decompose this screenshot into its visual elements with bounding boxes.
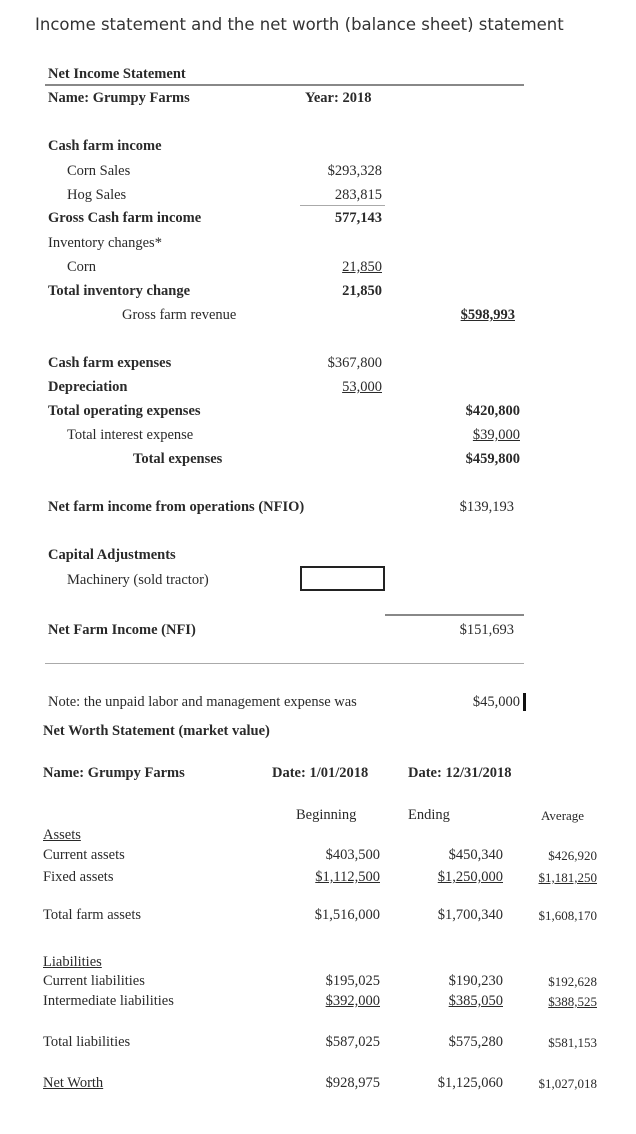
beginning-value: $928,975 bbox=[325, 1075, 380, 1091]
note-value: $45,000 bbox=[472, 694, 520, 710]
beginning-value: $1,516,000 bbox=[314, 907, 380, 923]
date-end: Date: 12/31/2018 bbox=[408, 765, 512, 781]
beginning-value: $1,112,500 bbox=[315, 869, 380, 885]
average-value: $192,628 bbox=[548, 974, 597, 989]
hog-sales-label: Hog Sales bbox=[67, 187, 127, 203]
divider bbox=[45, 84, 524, 86]
beginning-value: $403,500 bbox=[325, 847, 380, 863]
column-average: Average bbox=[541, 808, 585, 823]
date-begin: Date: 1/01/2018 bbox=[272, 765, 369, 781]
ending-value: $385,050 bbox=[448, 993, 503, 1009]
depreciation-value: 53,000 bbox=[342, 379, 382, 395]
cash-expenses-value: $367,800 bbox=[327, 355, 382, 371]
corn-inventory-value: 21,850 bbox=[342, 259, 382, 275]
ending-value: $1,250,000 bbox=[437, 869, 503, 885]
average-value: $1,181,250 bbox=[538, 870, 597, 885]
ending-value: $190,230 bbox=[448, 973, 503, 989]
gross-revenue-value: $598,993 bbox=[460, 307, 515, 323]
total-expenses-label: Total expenses bbox=[133, 451, 223, 467]
cash-farm-income-heading: Cash farm income bbox=[48, 138, 162, 154]
ending-value: $575,280 bbox=[448, 1034, 503, 1050]
total-inventory-value: 21,850 bbox=[342, 283, 382, 299]
hog-sales-value: 283,815 bbox=[334, 187, 382, 203]
total-expenses-value: $459,800 bbox=[465, 451, 520, 467]
row-label: Net Worth bbox=[43, 1075, 104, 1091]
inventory-changes-label: Inventory changes* bbox=[48, 235, 162, 251]
average-value: $581,153 bbox=[548, 1035, 597, 1050]
row-label: Current liabilities bbox=[43, 973, 145, 989]
divider bbox=[300, 205, 385, 206]
page-title: Income statement and the net worth (balance sheet) statement bbox=[35, 15, 564, 34]
corn-sales-value: $293,328 bbox=[327, 163, 382, 179]
nfi-label: Net Farm Income (NFI) bbox=[48, 622, 196, 638]
corn-sales-label: Corn Sales bbox=[67, 163, 131, 179]
corn-inventory-label: Corn bbox=[67, 259, 96, 275]
ending-value: $450,340 bbox=[448, 847, 503, 863]
divider bbox=[45, 663, 524, 664]
total-inventory-label: Total inventory change bbox=[48, 283, 191, 299]
text-cursor bbox=[523, 693, 526, 711]
nfio-value: $139,193 bbox=[459, 499, 514, 515]
nfi-value: $151,693 bbox=[459, 622, 514, 638]
row-label: Total farm assets bbox=[43, 907, 142, 923]
average-value: $1,608,170 bbox=[538, 908, 597, 923]
capital-adjustments-heading: Capital Adjustments bbox=[48, 547, 176, 563]
machinery-input[interactable] bbox=[300, 566, 385, 591]
interest-label: Total interest expense bbox=[67, 427, 194, 443]
beginning-value: $195,025 bbox=[325, 973, 380, 989]
income-year: Year: 2018 bbox=[305, 90, 372, 106]
column-ending: Ending bbox=[408, 807, 450, 823]
cash-expenses-label: Cash farm expenses bbox=[48, 355, 172, 371]
networth-heading: Net Worth Statement (market value) bbox=[43, 723, 270, 739]
column-beginning: Beginning bbox=[296, 807, 357, 823]
assets-heading: Assets bbox=[43, 827, 81, 843]
depreciation-label: Depreciation bbox=[48, 379, 128, 395]
beginning-value: $392,000 bbox=[325, 993, 380, 1009]
average-value: $1,027,018 bbox=[538, 1076, 597, 1091]
divider bbox=[385, 614, 524, 616]
networth-name: Name: Grumpy Farms bbox=[43, 765, 185, 781]
interest-value: $39,000 bbox=[472, 427, 520, 443]
liabilities-heading: Liabilities bbox=[43, 954, 102, 970]
row-label: Intermediate liabilities bbox=[43, 993, 174, 1009]
total-operating-label: Total operating expenses bbox=[48, 403, 201, 419]
average-value: $388,525 bbox=[548, 994, 597, 1009]
gross-revenue-label: Gross farm revenue bbox=[122, 307, 237, 323]
ending-value: $1,125,060 bbox=[437, 1075, 503, 1091]
total-operating-value: $420,800 bbox=[465, 403, 520, 419]
nfio-label: Net farm income from operations (NFIO) bbox=[48, 499, 305, 515]
gross-cash-label: Gross Cash farm income bbox=[48, 210, 202, 226]
row-label: Total liabilities bbox=[43, 1034, 131, 1050]
gross-cash-value: 577,143 bbox=[334, 210, 382, 226]
beginning-value: $587,025 bbox=[325, 1034, 380, 1050]
income-name: Name: Grumpy Farms bbox=[48, 90, 190, 106]
ending-value: $1,700,340 bbox=[437, 907, 503, 923]
income-heading: Net Income Statement bbox=[48, 66, 186, 82]
note-label: Note: the unpaid labor and management expense was bbox=[48, 694, 357, 710]
average-value: $426,920 bbox=[548, 848, 597, 863]
row-label: Current assets bbox=[43, 847, 125, 863]
row-label: Fixed assets bbox=[43, 869, 114, 885]
machinery-label: Machinery (sold tractor) bbox=[67, 572, 209, 588]
